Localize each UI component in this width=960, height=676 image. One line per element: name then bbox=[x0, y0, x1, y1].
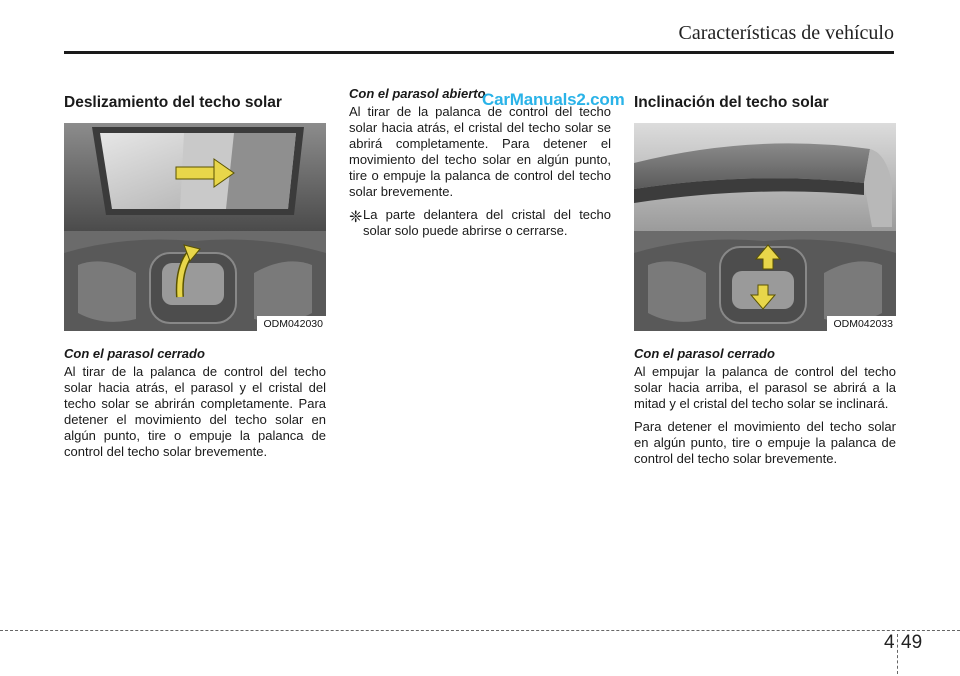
note bbox=[349, 207, 611, 246]
page-number: 49 bbox=[901, 632, 923, 653]
footer-rule bbox=[0, 630, 960, 631]
figure-code: ODM042033 bbox=[827, 316, 896, 331]
subheading-parasol-open: Con el parasol abierto bbox=[349, 86, 486, 101]
section-heading-tilt: Inclinación del techo solar bbox=[634, 94, 829, 111]
column-sunroof-slide bbox=[64, 93, 326, 467]
body-text: Al tirar de la palanca de control del techo solar hacia atrás, el cristal del techo solar se abrirá completamente. Para detener el movimiento del techo solar en algún punto, tire o empuje la palanca de control del techo solar brevemente. bbox=[349, 104, 611, 199]
page-number-separator bbox=[897, 634, 898, 674]
body-text: Al empujar la palanca de control del techo solar hacia arriba, el parasol se abrirá a la mitad y el cristal del techo solar se inclinará. bbox=[634, 364, 896, 411]
body-text: Para detener el movimiento del techo solar en algún punto, tire o empuje la palanca de control del techo solar brevemente. bbox=[634, 419, 896, 466]
subheading-parasol-closed: Con el parasol cerrado bbox=[634, 346, 775, 361]
sunroof-tilt-illustration bbox=[634, 123, 896, 331]
column-sunroof-tilt bbox=[634, 93, 896, 474]
note-text: La parte delantera del cristal del techo solar solo puede abrirse o cerrarse. bbox=[363, 207, 611, 238]
column-parasol-open bbox=[349, 86, 611, 246]
sunroof-slide-illustration bbox=[64, 123, 326, 331]
note-symbol: ❈ bbox=[349, 209, 363, 226]
figure-sunroof-tilt bbox=[634, 123, 896, 331]
page-header-title: Características de vehículo bbox=[678, 22, 894, 44]
figure-sunroof-slide bbox=[64, 123, 326, 331]
watermark: CarManuals2.com bbox=[482, 90, 625, 109]
figure-code: ODM042030 bbox=[257, 316, 326, 331]
section-heading-slide: Deslizamiento del techo solar bbox=[64, 94, 282, 111]
chapter-number: 4 bbox=[884, 632, 895, 653]
header-rule bbox=[64, 51, 894, 54]
subheading-parasol-closed: Con el parasol cerrado bbox=[64, 346, 205, 361]
body-text: Al tirar de la palanca de control del techo solar hacia atrás, el parasol y el cristal del techo solar se abrirán completamente. Para detener el movimiento del techo solar en algún punto, tire o empuje la palanca de control del techo solar brevemente. bbox=[64, 364, 326, 459]
